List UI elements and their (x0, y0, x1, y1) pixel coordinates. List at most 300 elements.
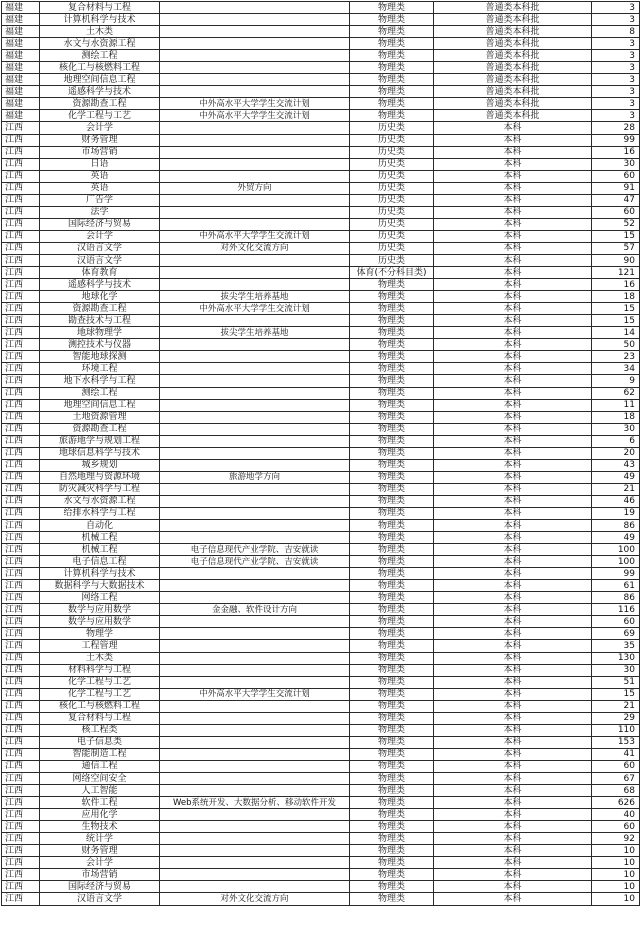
batch-cell: 本科 (434, 254, 592, 266)
province-cell: 江西 (2, 471, 40, 483)
table-row (2, 628, 640, 640)
major-cell: 测绘工程 (40, 50, 160, 62)
plan-count-cell: 91 (592, 182, 640, 194)
note-cell (160, 279, 350, 291)
province-cell: 江西 (2, 495, 40, 507)
note-cell (160, 712, 350, 724)
province-cell: 江西 (2, 712, 40, 724)
batch-cell: 普通类本科批 (434, 110, 592, 122)
plan-count-cell: 30 (592, 158, 640, 170)
table-row (2, 809, 640, 821)
table-row (2, 254, 640, 266)
subject-cell: 物理类 (350, 74, 434, 86)
note-cell (160, 568, 350, 580)
note-cell (160, 580, 350, 592)
plan-count-cell: 92 (592, 833, 640, 845)
note-cell (160, 664, 350, 676)
province-cell: 江西 (2, 507, 40, 519)
batch-cell: 本科 (434, 194, 592, 206)
major-cell: 网络工程 (40, 592, 160, 604)
note-cell (160, 399, 350, 411)
major-cell: 复合材料与工程 (40, 2, 160, 14)
table-row (2, 652, 640, 664)
batch-cell: 本科 (434, 182, 592, 194)
table-row (2, 170, 640, 182)
plan-count-cell: 49 (592, 471, 640, 483)
plan-count-cell: 10 (592, 857, 640, 869)
note-cell (160, 640, 350, 652)
note-cell (160, 62, 350, 74)
plan-count-cell: 21 (592, 700, 640, 712)
major-cell: 地球信息科学与技术 (40, 447, 160, 459)
province-cell: 江西 (2, 279, 40, 291)
batch-cell: 本科 (434, 339, 592, 351)
note-cell (160, 483, 350, 495)
note-cell (160, 254, 350, 266)
table-row (2, 182, 640, 194)
subject-cell: 物理类 (350, 616, 434, 628)
batch-cell: 本科 (434, 218, 592, 230)
batch-cell: 普通类本科批 (434, 98, 592, 110)
note-cell (160, 315, 350, 327)
note-cell (160, 122, 350, 134)
batch-cell: 本科 (434, 797, 592, 809)
table-row (2, 568, 640, 580)
subject-cell: 物理类 (350, 700, 434, 712)
major-cell: 英语 (40, 182, 160, 194)
province-cell: 江西 (2, 520, 40, 532)
table-row (2, 242, 640, 254)
batch-cell: 本科 (434, 556, 592, 568)
plan-count-cell: 43 (592, 459, 640, 471)
table-row (2, 520, 640, 532)
subject-cell: 物理类 (350, 279, 434, 291)
table-row (2, 471, 640, 483)
subject-cell: 物理类 (350, 845, 434, 857)
subject-cell: 物理类 (350, 375, 434, 387)
province-cell: 江西 (2, 857, 40, 869)
plan-count-cell: 30 (592, 664, 640, 676)
table-row (2, 351, 640, 363)
major-cell: 通信工程 (40, 760, 160, 772)
major-cell: 会计学 (40, 122, 160, 134)
table-row (2, 640, 640, 652)
province-cell: 福建 (2, 74, 40, 86)
province-cell: 江西 (2, 363, 40, 375)
batch-cell: 本科 (434, 869, 592, 881)
subject-cell: 物理类 (350, 724, 434, 736)
subject-cell: 物理类 (350, 459, 434, 471)
table-row (2, 26, 640, 38)
subject-cell: 历史类 (350, 122, 434, 134)
batch-cell: 本科 (434, 628, 592, 640)
subject-cell: 物理类 (350, 86, 434, 98)
table-row (2, 122, 640, 134)
major-cell: 资源勘查工程 (40, 98, 160, 110)
table-row (2, 399, 640, 411)
table-row (2, 158, 640, 170)
major-cell: 土木类 (40, 26, 160, 38)
batch-cell: 普通类本科批 (434, 74, 592, 86)
plan-count-cell: 10 (592, 893, 640, 905)
province-cell: 江西 (2, 616, 40, 628)
subject-cell: 历史类 (350, 194, 434, 206)
batch-cell: 普通类本科批 (434, 26, 592, 38)
province-cell: 福建 (2, 2, 40, 14)
major-cell: 网络空间安全 (40, 773, 160, 785)
batch-cell: 本科 (434, 592, 592, 604)
batch-cell: 本科 (434, 809, 592, 821)
note-cell (160, 700, 350, 712)
plan-count-cell: 60 (592, 821, 640, 833)
table-row (2, 86, 640, 98)
major-cell: 土地资源管理 (40, 411, 160, 423)
note-cell (160, 26, 350, 38)
province-cell: 江西 (2, 351, 40, 363)
subject-cell: 物理类 (350, 628, 434, 640)
note-cell (160, 146, 350, 158)
major-cell: 机械工程 (40, 544, 160, 556)
table-row (2, 773, 640, 785)
note-cell (160, 423, 350, 435)
subject-cell: 物理类 (350, 773, 434, 785)
batch-cell: 本科 (434, 604, 592, 616)
plan-count-cell: 121 (592, 267, 640, 279)
plan-count-cell: 130 (592, 652, 640, 664)
major-cell: 数学与应用数学 (40, 604, 160, 616)
plan-count-cell: 18 (592, 411, 640, 423)
batch-cell: 本科 (434, 580, 592, 592)
major-cell: 土木类 (40, 652, 160, 664)
table-row (2, 845, 640, 857)
major-cell: 英语 (40, 170, 160, 182)
note-cell (160, 206, 350, 218)
subject-cell: 物理类 (350, 664, 434, 676)
table-row (2, 580, 640, 592)
major-cell: 城乡规划 (40, 459, 160, 471)
batch-cell: 本科 (434, 170, 592, 182)
note-cell: 对外文化交流方向 (160, 242, 350, 254)
subject-cell: 历史类 (350, 218, 434, 230)
batch-cell: 普通类本科批 (434, 62, 592, 74)
subject-cell: 物理类 (350, 556, 434, 568)
major-cell: 水文与水资源工程 (40, 495, 160, 507)
plan-count-cell: 60 (592, 760, 640, 772)
table-row (2, 556, 640, 568)
table-row (2, 315, 640, 327)
major-cell: 自然地理与资源环境 (40, 471, 160, 483)
province-cell: 江西 (2, 760, 40, 772)
note-cell (160, 387, 350, 399)
subject-cell: 物理类 (350, 339, 434, 351)
plan-count-cell: 61 (592, 580, 640, 592)
batch-cell: 本科 (434, 495, 592, 507)
table-row (2, 592, 640, 604)
batch-cell: 本科 (434, 700, 592, 712)
subject-cell: 物理类 (350, 785, 434, 797)
note-cell: 拔尖学生培养基地 (160, 327, 350, 339)
table-row (2, 134, 640, 146)
major-cell: 计算机科学与技术 (40, 568, 160, 580)
subject-cell: 物理类 (350, 38, 434, 50)
province-cell: 江西 (2, 688, 40, 700)
major-cell: 市场营销 (40, 146, 160, 158)
subject-cell: 物理类 (350, 640, 434, 652)
province-cell: 江西 (2, 736, 40, 748)
major-cell: 化学工程与工艺 (40, 110, 160, 122)
province-cell: 江西 (2, 194, 40, 206)
batch-cell: 本科 (434, 568, 592, 580)
province-cell: 江西 (2, 158, 40, 170)
province-cell: 江西 (2, 375, 40, 387)
plan-count-cell: 11 (592, 399, 640, 411)
province-cell: 江西 (2, 845, 40, 857)
plan-count-cell: 67 (592, 773, 640, 785)
subject-cell: 物理类 (350, 652, 434, 664)
table-row (2, 616, 640, 628)
note-cell (160, 495, 350, 507)
major-cell: 财务管理 (40, 845, 160, 857)
province-cell: 江西 (2, 315, 40, 327)
plan-count-cell: 100 (592, 556, 640, 568)
major-cell: 地理空间信息工程 (40, 399, 160, 411)
note-cell (160, 760, 350, 772)
table-row (2, 676, 640, 688)
subject-cell: 历史类 (350, 134, 434, 146)
subject-cell: 物理类 (350, 893, 434, 905)
province-cell: 江西 (2, 881, 40, 893)
plan-count-cell: 15 (592, 688, 640, 700)
subject-cell: 物理类 (350, 507, 434, 519)
plan-count-cell: 40 (592, 809, 640, 821)
table-row (2, 230, 640, 242)
table-row (2, 447, 640, 459)
subject-cell: 物理类 (350, 435, 434, 447)
province-cell: 江西 (2, 242, 40, 254)
batch-cell: 本科 (434, 471, 592, 483)
province-cell: 江西 (2, 291, 40, 303)
province-cell: 江西 (2, 893, 40, 905)
province-cell: 江西 (2, 411, 40, 423)
major-cell: 计算机科学与技术 (40, 14, 160, 26)
table-row (2, 736, 640, 748)
major-cell: 遥感科学与技术 (40, 86, 160, 98)
plan-count-cell: 10 (592, 845, 640, 857)
plan-count-cell: 28 (592, 122, 640, 134)
plan-count-cell: 16 (592, 279, 640, 291)
batch-cell: 本科 (434, 532, 592, 544)
note-cell: 拔尖学生培养基地 (160, 291, 350, 303)
province-cell: 江西 (2, 230, 40, 242)
note-cell (160, 86, 350, 98)
subject-cell: 物理类 (350, 568, 434, 580)
table-row (2, 98, 640, 110)
province-cell: 江西 (2, 676, 40, 688)
note-cell (160, 821, 350, 833)
note-cell: 旅游地学方向 (160, 471, 350, 483)
province-cell: 江西 (2, 664, 40, 676)
plan-count-cell: 35 (592, 640, 640, 652)
table-row (2, 62, 640, 74)
plan-count-cell: 57 (592, 242, 640, 254)
plan-count-cell: 60 (592, 206, 640, 218)
table-row (2, 279, 640, 291)
subject-cell: 物理类 (350, 495, 434, 507)
major-cell: 地球化学 (40, 291, 160, 303)
province-cell: 江西 (2, 206, 40, 218)
major-cell: 会计学 (40, 857, 160, 869)
major-cell: 化学工程与工艺 (40, 676, 160, 688)
batch-cell: 本科 (434, 435, 592, 447)
note-cell (160, 628, 350, 640)
subject-cell: 物理类 (350, 411, 434, 423)
note-cell (160, 363, 350, 375)
plan-count-cell: 15 (592, 303, 640, 315)
note-cell (160, 748, 350, 760)
note-cell (160, 881, 350, 893)
note-cell (160, 74, 350, 86)
subject-cell: 物理类 (350, 423, 434, 435)
note-cell (160, 724, 350, 736)
province-cell: 江西 (2, 700, 40, 712)
plan-count-cell: 86 (592, 520, 640, 532)
plan-count-cell: 3 (592, 62, 640, 74)
province-cell: 福建 (2, 110, 40, 122)
subject-cell: 物理类 (350, 315, 434, 327)
plan-count-cell: 50 (592, 339, 640, 351)
table-row (2, 74, 640, 86)
province-cell: 江西 (2, 122, 40, 134)
plan-count-cell: 15 (592, 315, 640, 327)
table-row (2, 532, 640, 544)
plan-count-cell: 86 (592, 592, 640, 604)
subject-cell: 物理类 (350, 532, 434, 544)
plan-count-cell: 3 (592, 110, 640, 122)
batch-cell: 本科 (434, 122, 592, 134)
table-row (2, 881, 640, 893)
province-cell: 江西 (2, 592, 40, 604)
batch-cell: 本科 (434, 399, 592, 411)
plan-count-cell: 3 (592, 38, 640, 50)
note-cell: 对外文化交流方向 (160, 893, 350, 905)
subject-cell: 物理类 (350, 399, 434, 411)
plan-count-cell: 46 (592, 495, 640, 507)
batch-cell: 本科 (434, 688, 592, 700)
table-row (2, 544, 640, 556)
batch-cell: 本科 (434, 411, 592, 423)
note-cell (160, 2, 350, 14)
note-cell (160, 158, 350, 170)
subject-cell: 物理类 (350, 26, 434, 38)
province-cell: 江西 (2, 146, 40, 158)
subject-cell: 物理类 (350, 760, 434, 772)
note-cell (160, 676, 350, 688)
province-cell: 福建 (2, 14, 40, 26)
major-cell: 财务管理 (40, 134, 160, 146)
major-cell: 法学 (40, 206, 160, 218)
note-cell (160, 592, 350, 604)
major-cell: 复合材料与工程 (40, 712, 160, 724)
table-row (2, 869, 640, 881)
subject-cell: 历史类 (350, 170, 434, 182)
province-cell: 福建 (2, 86, 40, 98)
batch-cell: 普通类本科批 (434, 2, 592, 14)
subject-cell: 物理类 (350, 303, 434, 315)
subject-cell: 历史类 (350, 158, 434, 170)
note-cell (160, 50, 350, 62)
batch-cell: 本科 (434, 459, 592, 471)
plan-count-cell: 20 (592, 447, 640, 459)
plan-count-cell: 8 (592, 26, 640, 38)
province-cell: 江西 (2, 399, 40, 411)
table-row (2, 760, 640, 772)
major-cell: 软件工程 (40, 797, 160, 809)
note-cell: Web系统开发、大数据分析、移动软件开发 (160, 797, 350, 809)
subject-cell: 物理类 (350, 821, 434, 833)
major-cell: 遥感科学与技术 (40, 279, 160, 291)
batch-cell: 本科 (434, 363, 592, 375)
subject-cell: 物理类 (350, 580, 434, 592)
plan-count-cell: 110 (592, 724, 640, 736)
note-cell (160, 736, 350, 748)
batch-cell: 本科 (434, 327, 592, 339)
plan-count-cell: 60 (592, 616, 640, 628)
province-cell: 江西 (2, 748, 40, 760)
plan-count-cell: 3 (592, 86, 640, 98)
province-cell: 江西 (2, 387, 40, 399)
major-cell: 地球物理学 (40, 327, 160, 339)
major-cell: 测绘工程 (40, 387, 160, 399)
subject-cell: 物理类 (350, 736, 434, 748)
batch-cell: 本科 (434, 146, 592, 158)
batch-cell: 本科 (434, 507, 592, 519)
subject-cell: 物理类 (350, 62, 434, 74)
table-row (2, 857, 640, 869)
major-cell: 广告学 (40, 194, 160, 206)
batch-cell: 本科 (434, 230, 592, 242)
plan-count-cell: 626 (592, 797, 640, 809)
province-cell: 江西 (2, 544, 40, 556)
batch-cell: 本科 (434, 242, 592, 254)
subject-cell: 历史类 (350, 206, 434, 218)
subject-cell: 物理类 (350, 833, 434, 845)
major-cell: 电子信息工程 (40, 556, 160, 568)
note-cell (160, 809, 350, 821)
table-row (2, 291, 640, 303)
table-row (2, 194, 640, 206)
province-cell: 江西 (2, 254, 40, 266)
subject-cell: 物理类 (350, 327, 434, 339)
note-cell: 外贸方向 (160, 182, 350, 194)
major-cell: 统计学 (40, 833, 160, 845)
province-cell: 江西 (2, 267, 40, 279)
major-cell: 工程管理 (40, 640, 160, 652)
batch-cell: 本科 (434, 447, 592, 459)
table-row (2, 375, 640, 387)
batch-cell: 本科 (434, 712, 592, 724)
province-cell: 福建 (2, 38, 40, 50)
subject-cell: 物理类 (350, 857, 434, 869)
province-cell: 江西 (2, 640, 40, 652)
major-cell: 自动化 (40, 520, 160, 532)
note-cell (160, 447, 350, 459)
batch-cell: 普通类本科批 (434, 86, 592, 98)
major-cell: 人工智能 (40, 785, 160, 797)
batch-cell: 本科 (434, 267, 592, 279)
major-cell: 应用化学 (40, 809, 160, 821)
major-cell: 智能地球探测 (40, 351, 160, 363)
subject-cell: 物理类 (350, 809, 434, 821)
